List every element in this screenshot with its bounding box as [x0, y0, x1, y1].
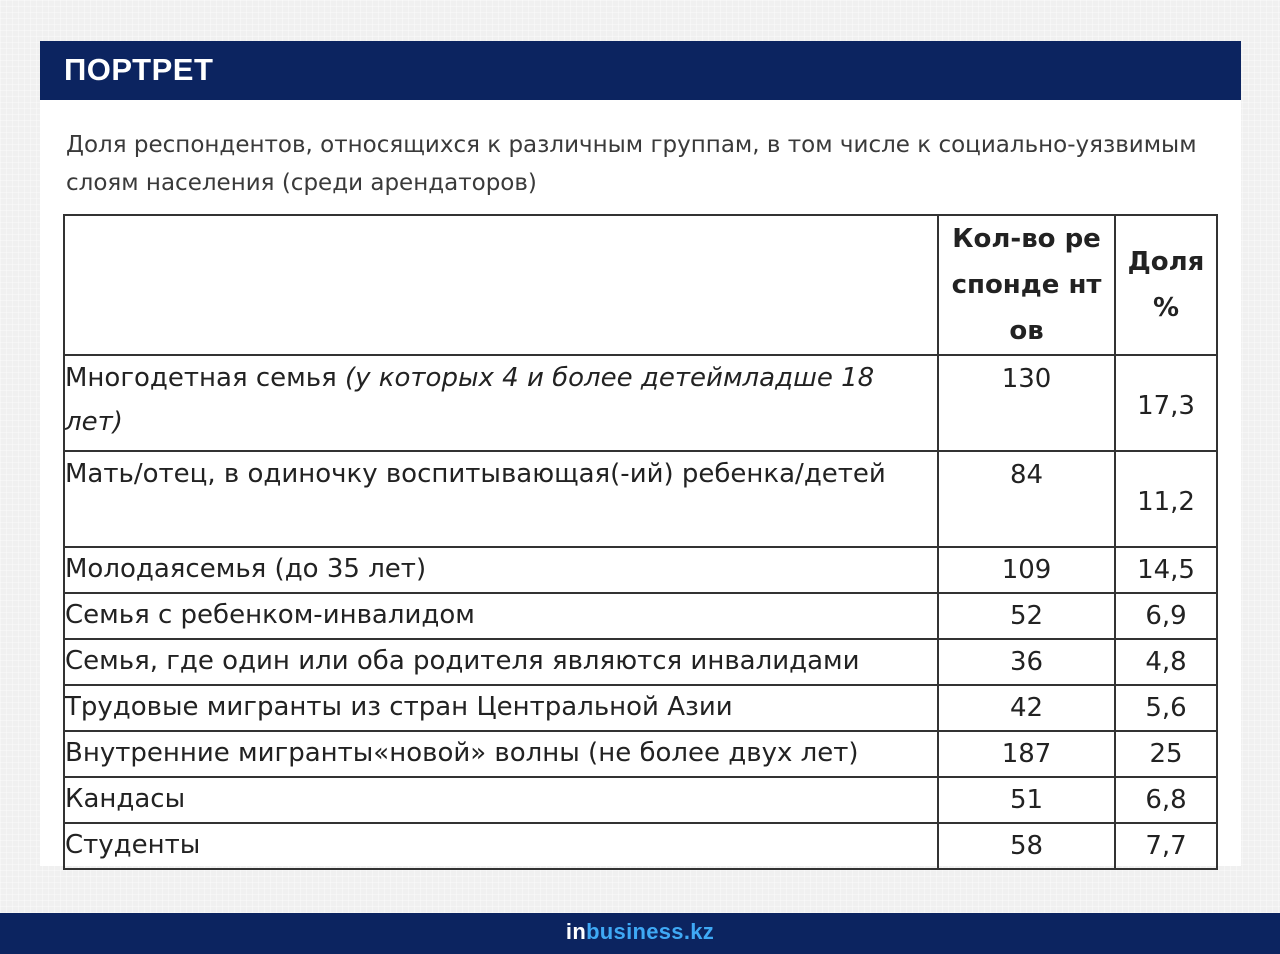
- row-count: 84: [938, 451, 1115, 547]
- row-label-cell: [64, 451, 938, 547]
- row-label: Внутренние мигранты«новой» волны (не более двух лет): [64, 731, 938, 777]
- table-row: [64, 731, 1217, 777]
- table-header-row: [64, 215, 1217, 355]
- table-row: [64, 593, 1217, 639]
- row-label: Многодетная семья: [65, 363, 337, 393]
- header-count-cell: [938, 215, 1115, 355]
- table-row: [64, 777, 1217, 823]
- table-row: [64, 547, 1217, 593]
- row-label-cell: [64, 355, 938, 451]
- respondent-groups-table: [63, 214, 1218, 870]
- header-count-label: Кол-во респонде нтов: [951, 224, 1102, 346]
- table-row: [64, 355, 1217, 451]
- table-row: [64, 451, 1217, 547]
- logo-prefix: in: [565, 919, 587, 944]
- page-title: ПОРТРЕТ: [64, 52, 214, 87]
- header-share-label: Доля %: [1127, 247, 1205, 323]
- row-share: 14,5: [1115, 547, 1217, 593]
- table-row: [64, 685, 1217, 731]
- row-label: Молодаясемья (до 35 лет): [64, 547, 938, 593]
- table-caption: Доля респондентов, относящихся к различным группам, в том числе к социально-уязвимым слоям населения (среди арендаторов): [66, 132, 1197, 196]
- logo-domain: business.kz: [586, 919, 715, 944]
- row-note: (у которых 4 и более детеймладше 18 лет): [65, 363, 875, 437]
- row-label: Кандасы: [64, 777, 938, 823]
- row-label: Семья с ребенком-инвалидом: [64, 593, 938, 639]
- table-row: [64, 639, 1217, 685]
- row-count: 42: [938, 685, 1115, 731]
- inbusiness-logo[interactable]: [0, 919, 1280, 945]
- row-count: 51: [938, 777, 1115, 823]
- row-label: Студенты: [64, 823, 938, 869]
- row-count: 109: [938, 547, 1115, 593]
- row-share: 25: [1115, 731, 1217, 777]
- row-count: 187: [938, 731, 1115, 777]
- row-share: 4,8: [1115, 639, 1217, 685]
- row-share: 6,9: [1115, 593, 1217, 639]
- footer-bar: [0, 913, 1280, 954]
- row-share: 11,2: [1115, 451, 1217, 547]
- row-count: 36: [938, 639, 1115, 685]
- row-share: 6,8: [1115, 777, 1217, 823]
- row-count: 58: [938, 823, 1115, 869]
- row-share: 5,6: [1115, 685, 1217, 731]
- header-label-cell: [64, 215, 938, 355]
- content-panel: [40, 100, 1241, 866]
- row-label: Трудовые мигранты из стран Центральной Азии: [64, 685, 938, 731]
- header-share-cell: [1115, 215, 1217, 355]
- row-label: Мать/отец, в одиночку воспитывающая(-ий) ребенка/детей: [65, 459, 886, 489]
- row-count: 130: [938, 355, 1115, 451]
- row-share: 17,3: [1115, 355, 1217, 451]
- header-bar: [40, 41, 1241, 100]
- table-row: [64, 823, 1217, 869]
- row-count: 52: [938, 593, 1115, 639]
- row-share: 7,7: [1115, 823, 1217, 869]
- row-label: Семья, где один или оба родителя являются инвалидами: [64, 639, 938, 685]
